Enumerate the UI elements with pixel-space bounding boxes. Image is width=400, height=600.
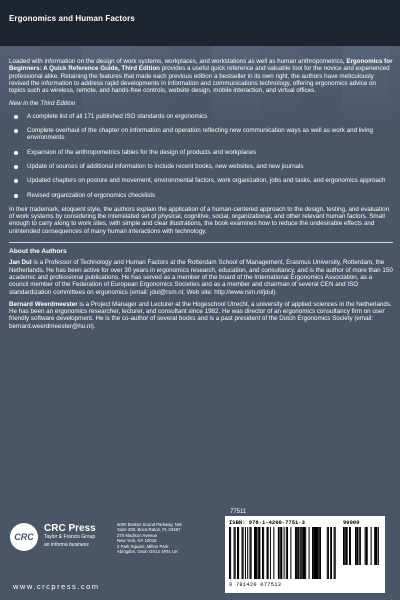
author-name: Jan Dul [9,259,32,267]
divider [9,242,393,243]
barcode-digits: 9 781420 077513 [229,582,282,588]
website-link[interactable]: www.crcpress.com [13,582,100,591]
new-edition-heading: New in the Third Edition [9,100,76,108]
header-bar [0,0,400,46]
publisher-tagline: an informa business [44,541,89,548]
intro-paragraph: Loaded with information on the design of work systems, workplaces, and workstations as well as human anthropometrics, Ergonomics for Beginners: A Quick Reference Guide, Third Edition provides a useful quick reference and valuable tool for the novice and experienced professional alike. Retaining the features that made each previous edition a bestseller in its own right, the authors have meticulously revised the information to address rapid developments in information and communications technology, offering ergonomics advice on topics such as wireless, remote, and hands-free controls, website design, mobile interaction, and virtual offices. [9,58,393,95]
isbn-text: ISBN: 978-1-4200-7751-3 [229,519,305,526]
summary-paragraph: In their trademark, eloquent style, the authors explain the application of a human-centered approach to the design, testing, and evaluation of work systems by considering the interrelated set of physical, cognitive, social, organizational, and other relevant human factors. Small enough to carry along to work sites, with simple and clear illustrations, the book examines how to reduce the undesirable effects and unintended consequences of many human interactions with technology. [9,205,390,235]
author-bio: Bernard Weerdmeester is a Project Manager and Lecturer at the Hogeschool Utrecht, a university of applied sciences in the Netherlands. He has been an ergonomics researcher, lecturer, and consultant since 1982. He was director of an ergonomics consultancy firm on user friendly software development. He is the co-author of several books and is a past president of the Dutch Ergonomics Society (email: bernard.weerdmeester@hu.nl). [9,300,392,330]
publisher-name: CRC Press [44,523,96,534]
crc-logo-icon: CRC [10,523,38,551]
bullet-icon [14,129,18,133]
feature-list [9,113,393,199]
publisher-group: Taylor & Francis Group [44,534,96,540]
list-item: Updated chapters on posture and movement, environmental factors, work organization, jobs and tasks, and ergonomics approach [9,177,393,184]
series-label: Ergonomics and Human Factors [9,14,135,23]
list-item: Complete overhaul of the chapter on information and operation reflecting new communication ways as well as work and living environments [9,127,393,142]
barcode-bars-icon [229,527,337,579]
about-authors-heading: About the Authors [9,248,67,256]
publisher-address: 6000 Broken Sound Parkway, NW Suite 300, Boca Raton, FL 33487 270 Madison Avenue New York, NY 10016 2 Park Square, Milton Park Abingdon, Oxon OX14 4RN, UK [117,522,182,555]
bullet-icon [14,165,18,169]
book-title: Ergonomics for Beginners: A Quick Reference Guide, Third Edition [9,58,393,73]
list-item: Revised organization of ergonomics checklists [9,192,393,199]
list-item: Update of sources of additional information to include recent books, new websites, and new journals [9,163,393,170]
barcode [225,516,385,593]
catalog-code: 77511 [230,509,247,515]
bullet-icon [14,194,18,198]
list-item: Expansion of the anthropometrics tables for the design of products and workplaces [9,149,393,156]
author-name: Bernard Weerdmeester [9,300,78,308]
bullet-icon [14,115,18,119]
cover-text [9,58,393,335]
author-bio: Jan Dul is a Professor of Technology and Human Factors at the Rotterdam School of Management, Erasmus University, Rotterdam, the Netherlands. He has been active for over 30 years in ergonomics research, education, and consultancy, and is the author of more than 150 academic and professional publications. He has served as a member of the board of the International Ergonomics Association, as a council member of the Federation of European Ergonomics Societies and as a member and chairman of several CEN and ISO standardization committees on ergonomics (email: jdul@rsm.nl; Web site: http://www.rsm.nl/jdul). [9,259,393,296]
price-barcode-icon [343,527,379,565]
bullet-icon [14,179,18,183]
list-item: A complete list of all 171 published ISO standards on ergonomics [9,113,393,120]
bullet-icon [14,151,18,155]
price-code: 90000 [343,519,360,526]
publisher-block [44,523,96,549]
